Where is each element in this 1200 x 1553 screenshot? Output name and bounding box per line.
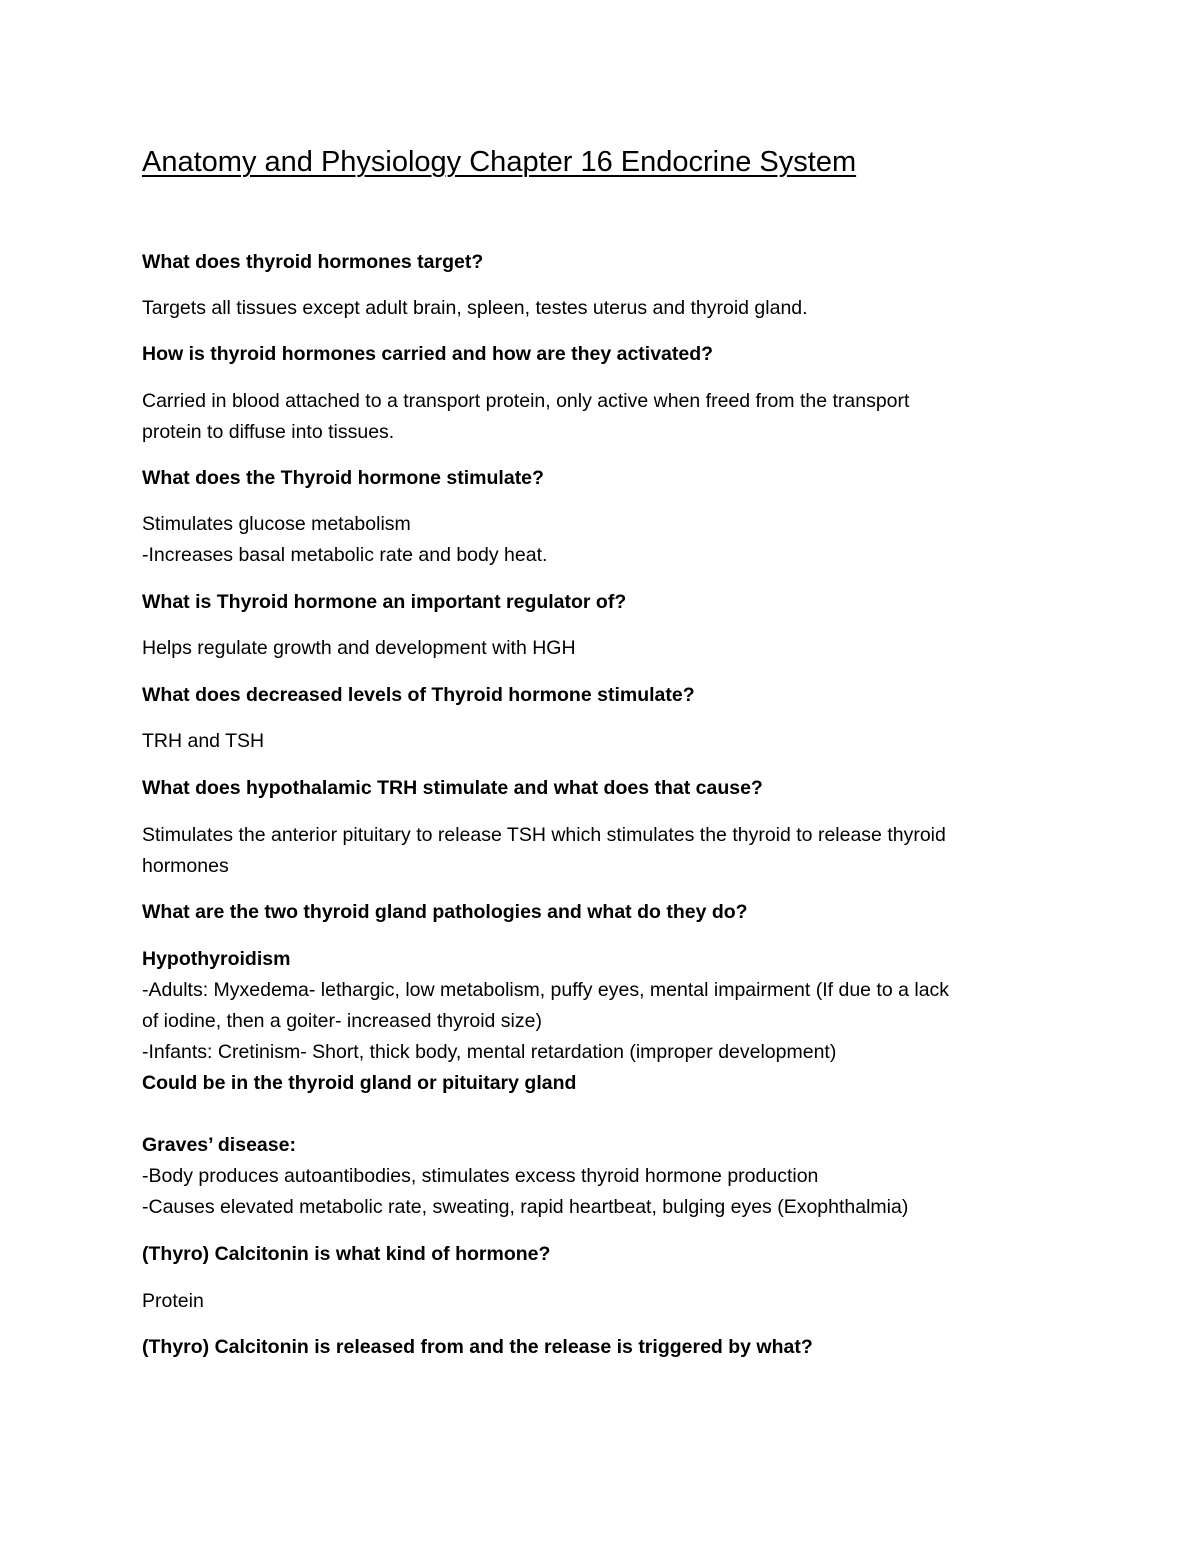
hypothyroidism-adults-line-1: -Adults: Myxedema- lethargic, low metabolism, puffy eyes, mental impairment (If due to a lack (142, 979, 950, 1001)
answer-trh-line-2: hormones (142, 855, 229, 877)
heading-hypothyroidism: Hypothyroidism (142, 948, 291, 970)
answer-carried-line-1: Carried in blood attached to a transport protein, only active when freed from the transport (142, 390, 910, 412)
question-carried-activated: How is thyroid hormones carried and how are they activated? (142, 343, 714, 365)
hypothyroidism-note: Could be in the thyroid gland or pituitary gland (142, 1072, 577, 1094)
answer-decreased-levels: TRH and TSH (142, 730, 265, 752)
answer-carried-line-2: protein to diffuse into tissues. (142, 421, 395, 443)
answer-calcitonin-kind: Protein (142, 1290, 204, 1312)
graves-line-1: -Body produces autoantibodies, stimulates excess thyroid hormone production (142, 1165, 819, 1187)
answer-stimulate-line-1: Stimulates glucose metabolism (142, 513, 411, 535)
hypothyroidism-adults-line-2: of iodine, then a goiter- increased thyroid size) (142, 1010, 542, 1032)
hypothyroidism-infants: -Infants: Cretinism- Short, thick body, mental retardation (improper development) (142, 1041, 837, 1063)
question-thyroid-target: What does thyroid hormones target? (142, 251, 484, 273)
question-pathologies: What are the two thyroid gland pathologies and what do they do? (142, 901, 748, 923)
heading-graves-disease: Graves’ disease: (142, 1134, 296, 1156)
answer-trh-line-1: Stimulates the anterior pituitary to release TSH which stimulates the thyroid to release thyroid (142, 824, 946, 846)
question-trh: What does hypothalamic TRH stimulate and what does that cause? (142, 777, 763, 799)
answer-stimulate-line-2: -Increases basal metabolic rate and body heat. (142, 544, 548, 566)
graves-line-2: -Causes elevated metabolic rate, sweating, rapid heartbeat, bulging eyes (Exophthalmia) (142, 1196, 909, 1218)
answer-thyroid-target: Targets all tissues except adult brain, spleen, testes uterus and thyroid gland. (142, 297, 808, 319)
question-decreased-levels: What does decreased levels of Thyroid hormone stimulate? (142, 684, 695, 706)
question-calcitonin-release: (Thyro) Calcitonin is released from and the release is triggered by what? (142, 1336, 813, 1358)
question-thyroid-stimulate: What does the Thyroid hormone stimulate? (142, 467, 544, 489)
question-calcitonin-kind: (Thyro) Calcitonin is what kind of hormone? (142, 1243, 551, 1265)
answer-regulator: Helps regulate growth and development with HGH (142, 637, 576, 659)
question-regulator: What is Thyroid hormone an important regulator of? (142, 591, 627, 613)
document-title: Anatomy and Physiology Chapter 16 Endocrine System (142, 146, 857, 178)
